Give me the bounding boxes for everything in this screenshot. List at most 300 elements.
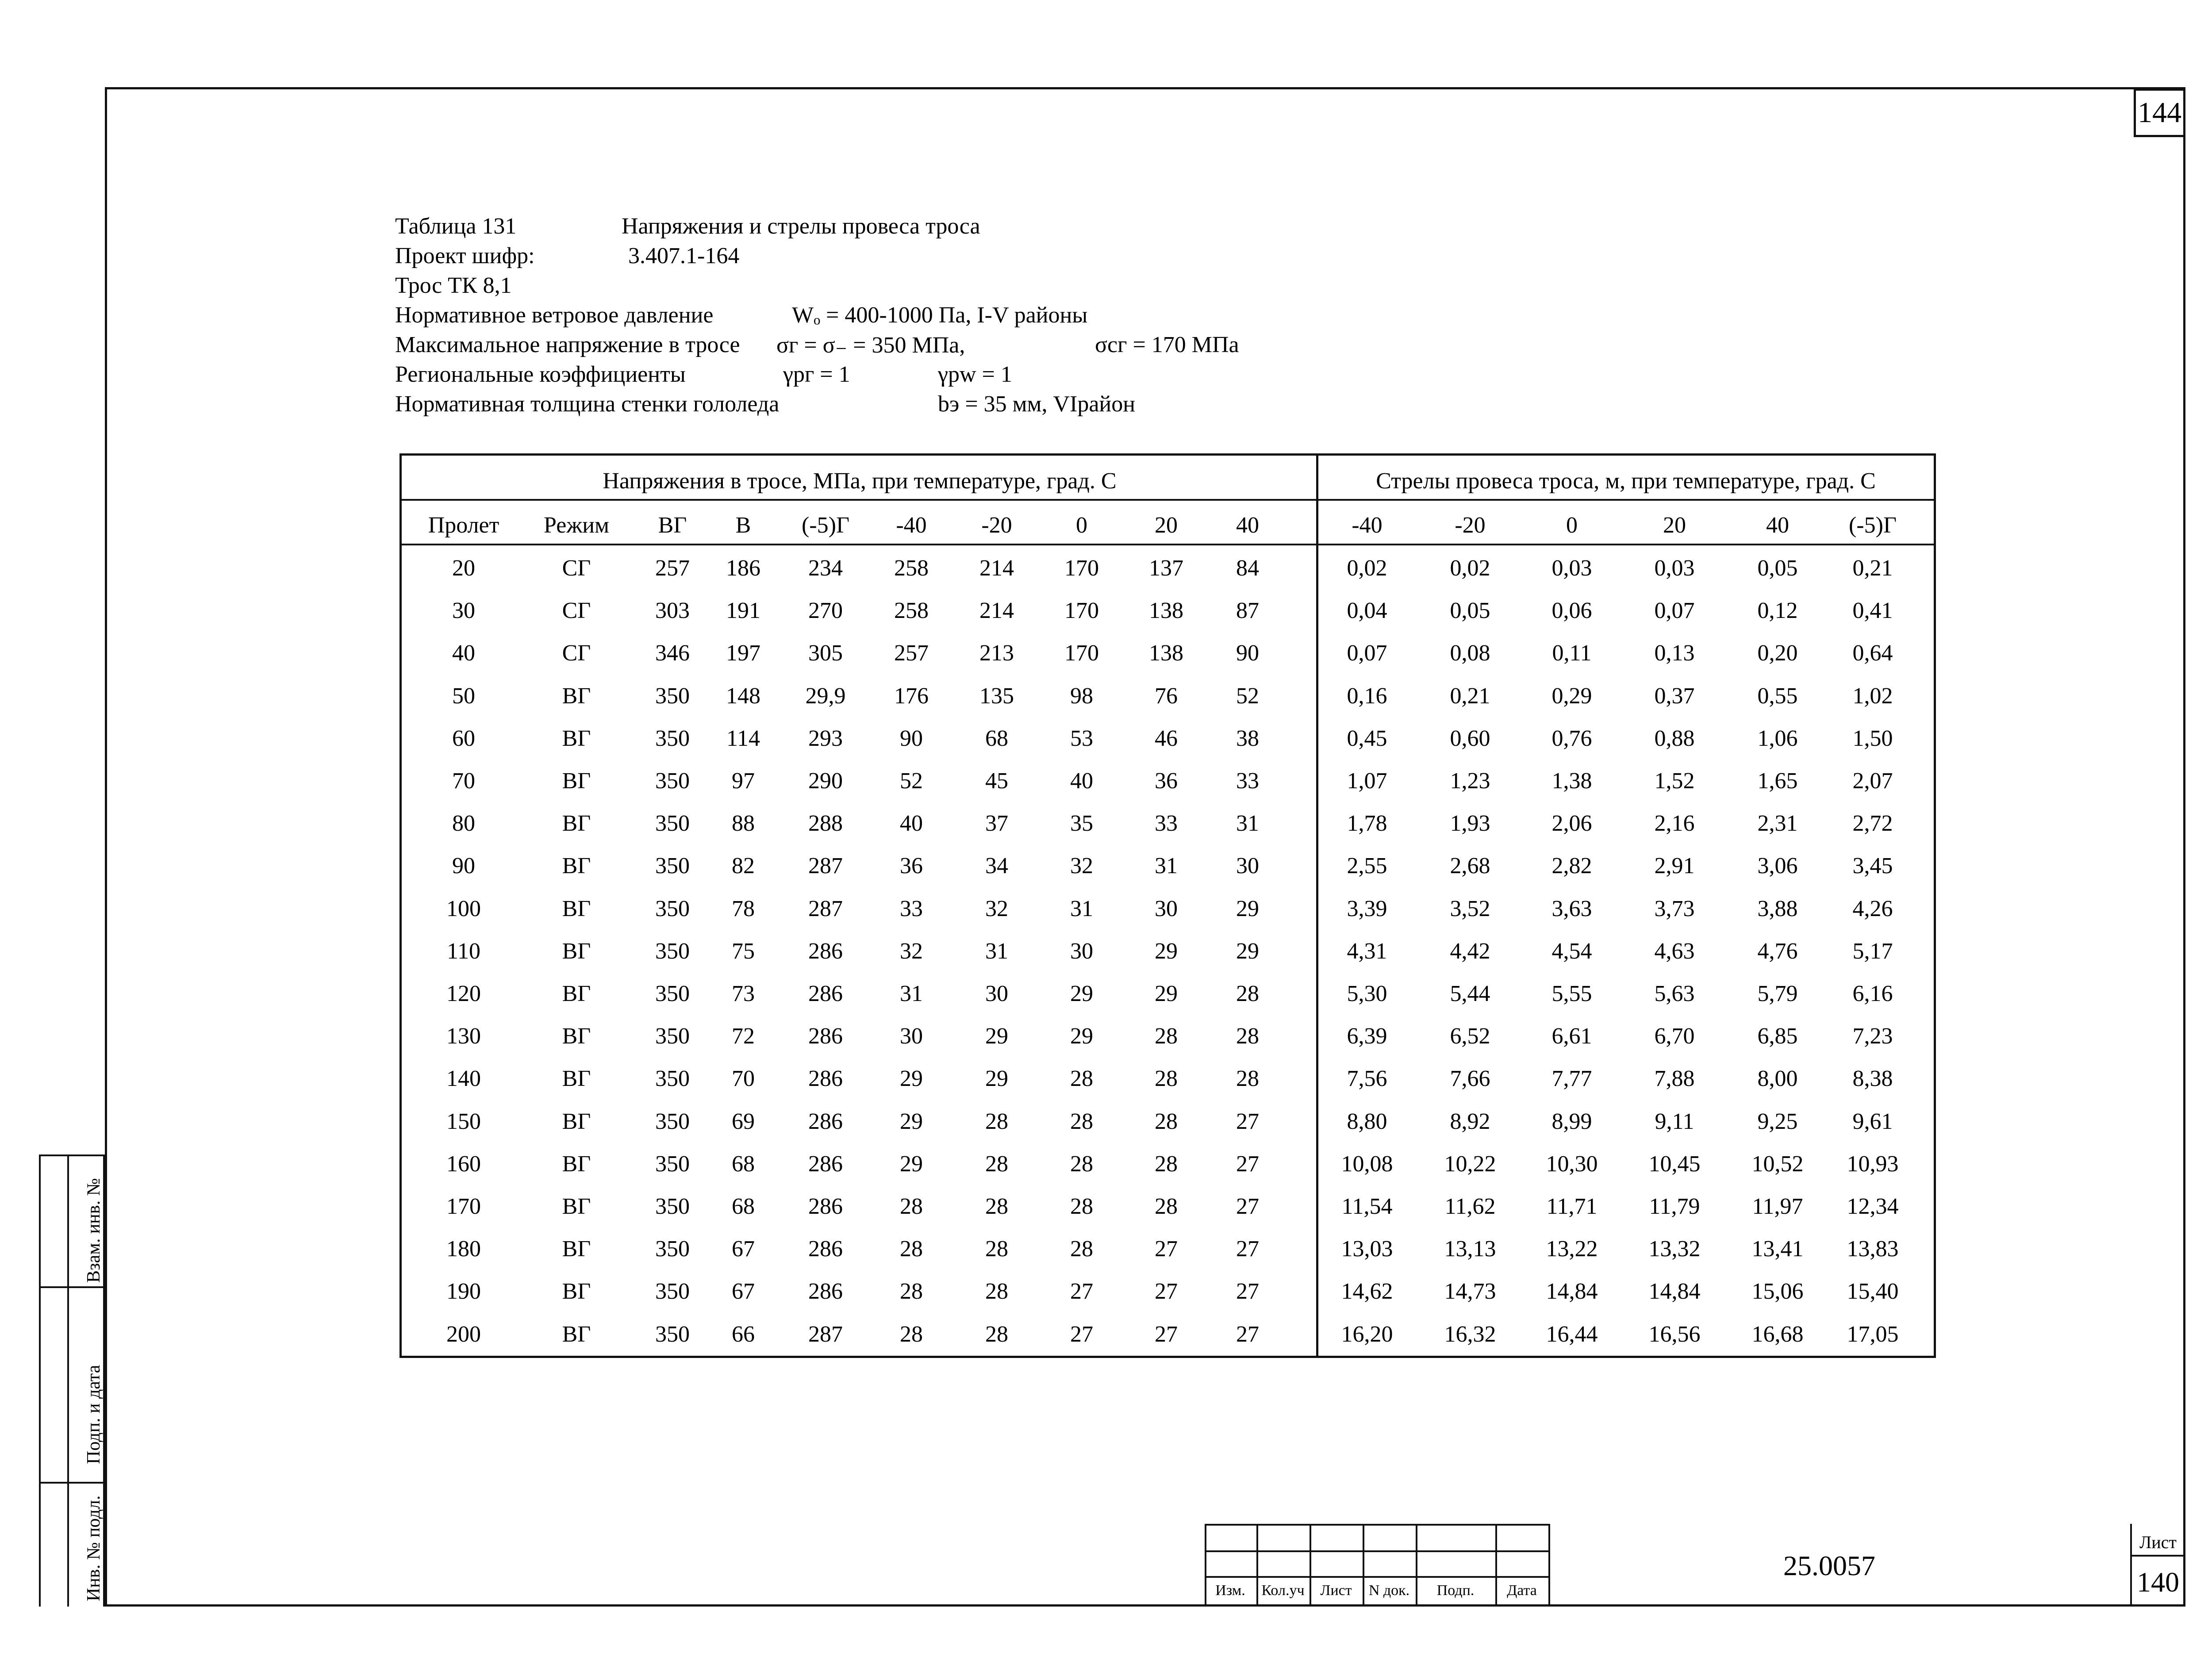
table-cell: 16,56: [1648, 1321, 1701, 1347]
table-title: Напряжения и стрелы провеса троса: [622, 214, 980, 239]
table-cell: 0,05: [1450, 598, 1490, 624]
table-cell: 11,54: [1341, 1194, 1393, 1219]
table-cell: 30: [1155, 896, 1178, 921]
table-cell: 28: [900, 1279, 923, 1304]
table-cell: 6,16: [1852, 981, 1893, 1006]
col-label-list: Лист: [1320, 1582, 1352, 1599]
table-cell: 27: [1155, 1279, 1178, 1304]
table-cell: 288: [808, 811, 843, 836]
table-cell: 0,20: [1757, 640, 1798, 666]
table-cell: 68: [985, 725, 1008, 751]
table-cell: ВГ: [562, 1279, 591, 1304]
table-cell: 29: [1155, 981, 1178, 1006]
table-cell: 287: [808, 1321, 843, 1347]
table-cell: 70: [452, 768, 475, 794]
table-cell: 4,31: [1347, 938, 1387, 964]
table-cell: 35: [1070, 811, 1093, 836]
table-cell: 2,07: [1852, 768, 1893, 794]
table-cell: 76: [1155, 683, 1178, 709]
column-header: Режим: [544, 513, 609, 538]
table-cell: 270: [808, 598, 843, 624]
table-cell: 287: [808, 896, 843, 921]
table-cell: 10,93: [1847, 1151, 1899, 1177]
table-cell: 6,39: [1347, 1024, 1387, 1049]
table-cell: 10,08: [1341, 1151, 1393, 1177]
table-cell: 350: [655, 811, 690, 836]
table-cell: 27: [1236, 1236, 1259, 1262]
table-cell: 32: [985, 896, 1008, 921]
table-cell: 0,21: [1852, 556, 1893, 581]
table-cell: 27: [1070, 1321, 1093, 1347]
column-header: В: [735, 513, 751, 538]
table-cell: 190: [446, 1279, 481, 1304]
table-cell: 90: [452, 853, 475, 879]
wind-value: Wₒ = 400-1000 Па, I-V районы: [792, 303, 1088, 328]
table-cell: 346: [655, 640, 690, 666]
title-block: [1205, 1524, 2185, 1607]
table-cell: 38: [1236, 725, 1259, 751]
table-cell: 10,52: [1751, 1151, 1804, 1177]
table-cell: 0,02: [1450, 556, 1490, 581]
table-cell: 0,37: [1654, 683, 1695, 709]
table-cell: 30: [452, 598, 475, 624]
table-cell: 350: [655, 1066, 690, 1092]
table-cell: 350: [655, 683, 690, 709]
table-cell: ВГ: [562, 1321, 591, 1347]
col-label-podp: Подп.: [1436, 1582, 1475, 1599]
table-cell: 46: [1155, 725, 1178, 751]
table-cell: 0,13: [1654, 640, 1695, 666]
column-header: 40: [1236, 513, 1259, 538]
table-cell: 28: [1070, 1236, 1093, 1262]
table-cell: 29: [985, 1024, 1008, 1049]
table-cell: 350: [655, 938, 690, 964]
table-cell: ВГ: [562, 896, 591, 921]
table-cell: 186: [726, 556, 760, 581]
table-cell: 30: [1236, 853, 1259, 879]
table-cell: 5,44: [1450, 981, 1490, 1006]
table-cell: 1,06: [1757, 725, 1798, 751]
table-cell: 7,23: [1852, 1024, 1893, 1049]
table-cell: 170: [1064, 640, 1099, 666]
table-cell: 28: [900, 1321, 923, 1347]
table-cell: 10,22: [1444, 1151, 1496, 1177]
table-cell: 286: [808, 1279, 843, 1304]
sheet-label: Лист: [2139, 1532, 2177, 1552]
table-cell: 97: [732, 768, 755, 794]
table-cell: 52: [1236, 683, 1259, 709]
table-cell: 8,00: [1757, 1066, 1798, 1092]
table-cell: 5,55: [1551, 981, 1592, 1006]
table-cell: 9,61: [1852, 1108, 1893, 1134]
table-cell: 50: [452, 683, 475, 709]
table-cell: 7,56: [1347, 1066, 1387, 1092]
table-cell: 28: [985, 1194, 1008, 1219]
table-cell: 29: [1155, 938, 1178, 964]
table-cell: 78: [732, 896, 755, 921]
table-cell: 286: [808, 1194, 843, 1219]
table-cell: 2,91: [1654, 853, 1695, 879]
ice-value: bэ = 35 мм, VIрайон: [938, 391, 1136, 417]
table-group-divider: [1316, 456, 1318, 1356]
table-cell: 27: [1236, 1108, 1259, 1134]
column-header: (-5)Г: [801, 513, 850, 538]
table-cell: 40: [1070, 768, 1093, 794]
table-cell: 0,04: [1347, 598, 1387, 624]
table-cell: 13,03: [1341, 1236, 1393, 1262]
table-cell: 4,76: [1757, 938, 1798, 964]
table-cell: 28: [1070, 1151, 1093, 1177]
table-cell: 140: [446, 1066, 481, 1092]
table-cell: 286: [808, 981, 843, 1006]
table-cell: 31: [900, 981, 923, 1006]
table-cell: 27: [1236, 1279, 1259, 1304]
table-cell: 33: [900, 896, 923, 921]
regional-label: Региональные коэффициенты: [395, 362, 686, 387]
table-cell: 13,41: [1751, 1236, 1804, 1262]
table-cell: 213: [979, 640, 1014, 666]
table-cell: 84: [1236, 556, 1259, 581]
table-cell: 11,79: [1649, 1194, 1700, 1219]
table-cell: 160: [446, 1151, 481, 1177]
orig-inv-label: Инв. № подл.: [84, 1495, 104, 1601]
table-cell: 1,93: [1450, 811, 1490, 836]
table-cell: 34: [985, 853, 1008, 879]
table-cell: 29: [900, 1151, 923, 1177]
table-cell: 3,39: [1347, 896, 1387, 921]
table-cell: СГ: [562, 598, 591, 624]
sign-date-label: Подп. и дата: [84, 1365, 104, 1464]
table-cell: 87: [1236, 598, 1259, 624]
table-cell: 11,97: [1752, 1194, 1803, 1219]
table-cell: 3,73: [1654, 896, 1695, 921]
table-cell: 350: [655, 1194, 690, 1219]
col-label-data: Дата: [1507, 1582, 1537, 1599]
table-cell: ВГ: [562, 1024, 591, 1049]
table-cell: 31: [985, 938, 1008, 964]
table-cell: 0,03: [1654, 556, 1695, 581]
table-cell: 100: [446, 896, 481, 921]
table-cell: 17,05: [1847, 1321, 1899, 1347]
table-cell: 28: [900, 1194, 923, 1219]
group-header-sag: Стрелы провеса троса, м, при температуре, град. С: [1376, 468, 1876, 494]
table-cell: 6,61: [1551, 1024, 1592, 1049]
table-cell: 28: [985, 1279, 1008, 1304]
table-cell: 3,45: [1852, 853, 1893, 879]
column-header: -20: [1455, 513, 1486, 538]
table-cell: 305: [808, 640, 843, 666]
column-header: -40: [896, 513, 927, 538]
table-cell: 16,32: [1444, 1321, 1496, 1347]
table-cell: 5,17: [1852, 938, 1893, 964]
binding-strip: [39, 1154, 105, 1607]
table-cell: 130: [446, 1024, 481, 1049]
table-cell: 0,41: [1852, 598, 1893, 624]
table-cell: 16,44: [1546, 1321, 1598, 1347]
table-cell: 68: [732, 1151, 755, 1177]
table-cell: 11,62: [1444, 1194, 1496, 1219]
table-cell: 3,63: [1551, 896, 1592, 921]
table-cell: 30: [985, 981, 1008, 1006]
table-cell: 40: [452, 640, 475, 666]
table-cell: 31: [1070, 896, 1093, 921]
table-cell: 27: [1236, 1151, 1259, 1177]
table-cell: 28: [1070, 1108, 1093, 1134]
table-cell: 52: [900, 768, 923, 794]
table-cell: 257: [894, 640, 929, 666]
table-cell: 27: [1236, 1321, 1259, 1347]
table-cell: 82: [732, 853, 755, 879]
table-cell: 350: [655, 1236, 690, 1262]
table-cell: 6,70: [1654, 1024, 1695, 1049]
table-cell: 114: [726, 725, 760, 751]
table-cell: 29: [1070, 1024, 1093, 1049]
table-cell: 350: [655, 853, 690, 879]
table-cell: 287: [808, 853, 843, 879]
table-cell: 350: [655, 1321, 690, 1347]
table-cell: 2,68: [1450, 853, 1490, 879]
table-cell: 286: [808, 1066, 843, 1092]
table-cell: 137: [1149, 556, 1183, 581]
table-cell: ВГ: [562, 1194, 591, 1219]
table-cell: 3,88: [1757, 896, 1798, 921]
table-cell: 200: [446, 1321, 481, 1347]
table-cell: 350: [655, 768, 690, 794]
table-cell: 0,16: [1347, 683, 1387, 709]
table-cell: 60: [452, 725, 475, 751]
group-header-stress: Напряжения в тросе, МПа, при температуре, град. С: [603, 468, 1117, 494]
column-header: Пролет: [428, 513, 499, 538]
table-cell: 2,31: [1757, 811, 1798, 836]
table-cell: 14,62: [1341, 1279, 1393, 1304]
ice-label: Нормативная толщина стенки гололеда: [395, 391, 780, 417]
table-cell: 350: [655, 896, 690, 921]
table-cell: 9,25: [1757, 1108, 1798, 1134]
table-cell: 98: [1070, 683, 1093, 709]
table-cell: ВГ: [562, 811, 591, 836]
table-cell: 170: [1064, 556, 1099, 581]
sheet-number: 140: [2137, 1566, 2179, 1598]
table-cell: 28: [1070, 1066, 1093, 1092]
table-cell: 90: [900, 725, 923, 751]
table-cell: 286: [808, 1236, 843, 1262]
table-cell: 6,52: [1450, 1024, 1490, 1049]
table-cell: 1,65: [1757, 768, 1798, 794]
table-cell: 2,55: [1347, 853, 1387, 879]
table-cell: 28: [1155, 1066, 1178, 1092]
table-cell: 4,63: [1654, 938, 1695, 964]
table-cell: 69: [732, 1108, 755, 1134]
table-cell: 27: [1155, 1321, 1178, 1347]
table-cell: 1,52: [1654, 768, 1695, 794]
table-cell: 4,26: [1852, 896, 1893, 921]
table-cell: 0,02: [1347, 556, 1387, 581]
table-cell: 0,06: [1551, 598, 1592, 624]
table-cell: 135: [979, 683, 1014, 709]
table-cell: 14,73: [1444, 1279, 1496, 1304]
table-cell: 286: [808, 1108, 843, 1134]
table-cell: ВГ: [562, 1151, 591, 1177]
table-cell: 27: [1070, 1279, 1093, 1304]
table-cell: 36: [900, 853, 923, 879]
table-cell: 36: [1155, 768, 1178, 794]
table-cell: 72: [732, 1024, 755, 1049]
table-cell: 10,45: [1648, 1151, 1701, 1177]
table-cell: 2,16: [1654, 811, 1695, 836]
table-cell: 0,60: [1450, 725, 1490, 751]
project-code: 3.407.1-164: [628, 243, 740, 268]
col-label-kolvo: Кол.уч: [1261, 1582, 1305, 1599]
table-cell: 290: [808, 768, 843, 794]
table-cell: 88: [732, 811, 755, 836]
table-cell: ВГ: [562, 683, 591, 709]
table-cell: ВГ: [562, 768, 591, 794]
table-cell: 29,9: [805, 683, 846, 709]
table-cell: 110: [446, 938, 481, 964]
table-cell: 32: [1070, 853, 1093, 879]
table-cell: 14,84: [1648, 1279, 1701, 1304]
table-cell: 0,76: [1551, 725, 1592, 751]
table-cell: 350: [655, 1108, 690, 1134]
table-cell: 30: [900, 1024, 923, 1049]
table-cell: 68: [732, 1194, 755, 1219]
table-cell: 13,32: [1648, 1236, 1701, 1262]
table-cell: 350: [655, 981, 690, 1006]
table-cell: 0,64: [1852, 640, 1893, 666]
table-cell: 1,78: [1347, 811, 1387, 836]
table-cell: 257: [655, 556, 690, 581]
table-column-header-rule: [402, 544, 1934, 545]
table-cell: 53: [1070, 725, 1093, 751]
table-cell: 16,68: [1751, 1321, 1804, 1347]
cable-type: Трос ТК 8,1: [395, 273, 512, 298]
table-cell: 29: [985, 1066, 1008, 1092]
table-cell: 28: [1155, 1194, 1178, 1219]
table-cell: 20: [452, 556, 475, 581]
table-cell: 75: [732, 938, 755, 964]
table-cell: 214: [979, 598, 1014, 624]
table-cell: 29: [1236, 938, 1259, 964]
table-cell: 0,12: [1757, 598, 1798, 624]
table-cell: 0,88: [1654, 725, 1695, 751]
table-cell: 293: [808, 725, 843, 751]
table-cell: 6,85: [1757, 1024, 1798, 1049]
table-cell: 2,82: [1551, 853, 1592, 879]
table-cell: 1,23: [1450, 768, 1490, 794]
table-cell: 0,07: [1347, 640, 1387, 666]
table-cell: 70: [732, 1066, 755, 1092]
table-cell: 33: [1155, 811, 1178, 836]
column-header: 20: [1663, 513, 1686, 538]
table-cell: 90: [1236, 640, 1259, 666]
table-cell: 16,20: [1341, 1321, 1393, 1347]
table-cell: 150: [446, 1108, 481, 1134]
table-cell: 258: [894, 556, 929, 581]
table-cell: 28: [1155, 1108, 1178, 1134]
table-cell: 0,08: [1450, 640, 1490, 666]
column-header: (-5)Г: [1848, 513, 1897, 538]
table-cell: 5,63: [1654, 981, 1695, 1006]
table-cell: 28: [1236, 1066, 1259, 1092]
table-cell: 13,13: [1444, 1236, 1496, 1262]
table-cell: 286: [808, 1151, 843, 1177]
table-cell: 30: [1070, 938, 1093, 964]
table-cell: 29: [1070, 981, 1093, 1006]
table-cell: 27: [1155, 1236, 1178, 1262]
replace-inv-label: Взам. инв. №: [84, 1178, 104, 1283]
table-cell: 350: [655, 1151, 690, 1177]
column-header: 0: [1076, 513, 1087, 538]
table-cell: 32: [900, 938, 923, 964]
maxstress-value-1: σг = σ₋ = 350 МПа,: [776, 333, 965, 358]
table-cell: 40: [900, 811, 923, 836]
table-cell: 0,03: [1551, 556, 1592, 581]
table-cell: 1,50: [1852, 725, 1893, 751]
table-cell: 3,52: [1450, 896, 1490, 921]
table-cell: 15,06: [1751, 1279, 1804, 1304]
table-cell: 1,38: [1551, 768, 1592, 794]
table-cell: 8,99: [1551, 1108, 1592, 1134]
project-label: Проект шифр:: [395, 243, 535, 268]
table-cell: 13,22: [1546, 1236, 1598, 1262]
table-cell: 12,34: [1847, 1194, 1899, 1219]
table-cell: 258: [894, 598, 929, 624]
table-cell: 138: [1149, 598, 1183, 624]
table-cell: 286: [808, 938, 843, 964]
table-cell: 350: [655, 725, 690, 751]
column-header: 20: [1155, 513, 1178, 538]
table-cell: 8,92: [1450, 1108, 1490, 1134]
table-cell: 28: [985, 1236, 1008, 1262]
table-label: Таблица 131: [395, 214, 517, 239]
table-cell: 28: [1155, 1151, 1178, 1177]
table-cell: 197: [726, 640, 760, 666]
table-cell: 170: [1064, 598, 1099, 624]
table-cell: 27: [1236, 1194, 1259, 1219]
table-cell: ВГ: [562, 938, 591, 964]
table-cell: 73: [732, 981, 755, 1006]
table-cell: СГ: [562, 640, 591, 666]
wind-label: Нормативное ветровое давление: [395, 303, 714, 328]
column-header: -20: [981, 513, 1012, 538]
table-cell: 0,05: [1757, 556, 1798, 581]
table-cell: 303: [655, 598, 690, 624]
page-number-top: 144: [2134, 88, 2185, 137]
table-cell: 286: [808, 1024, 843, 1049]
table-cell: 10,30: [1546, 1151, 1598, 1177]
column-header: 0: [1566, 513, 1578, 538]
table-cell: 5,79: [1757, 981, 1798, 1006]
regional-value-2: γpw = 1: [938, 362, 1012, 387]
table-cell: 28: [1070, 1194, 1093, 1219]
table-cell: 31: [1155, 853, 1178, 879]
table-cell: 2,72: [1852, 811, 1893, 836]
table-cell: 176: [894, 683, 929, 709]
sag-tension-table: [399, 453, 1936, 1358]
table-cell: 28: [1236, 1024, 1259, 1049]
table-cell: 29: [1236, 896, 1259, 921]
table-cell: 45: [985, 768, 1008, 794]
table-cell: 7,88: [1654, 1066, 1695, 1092]
table-cell: 28: [985, 1108, 1008, 1134]
column-header: 40: [1766, 513, 1789, 538]
table-cell: 31: [1236, 811, 1259, 836]
table-cell: 350: [655, 1024, 690, 1049]
table-cell: 4,42: [1450, 938, 1490, 964]
table-cell: 120: [446, 981, 481, 1006]
table-cell: 14,84: [1546, 1279, 1598, 1304]
table-cell: 1,02: [1852, 683, 1893, 709]
